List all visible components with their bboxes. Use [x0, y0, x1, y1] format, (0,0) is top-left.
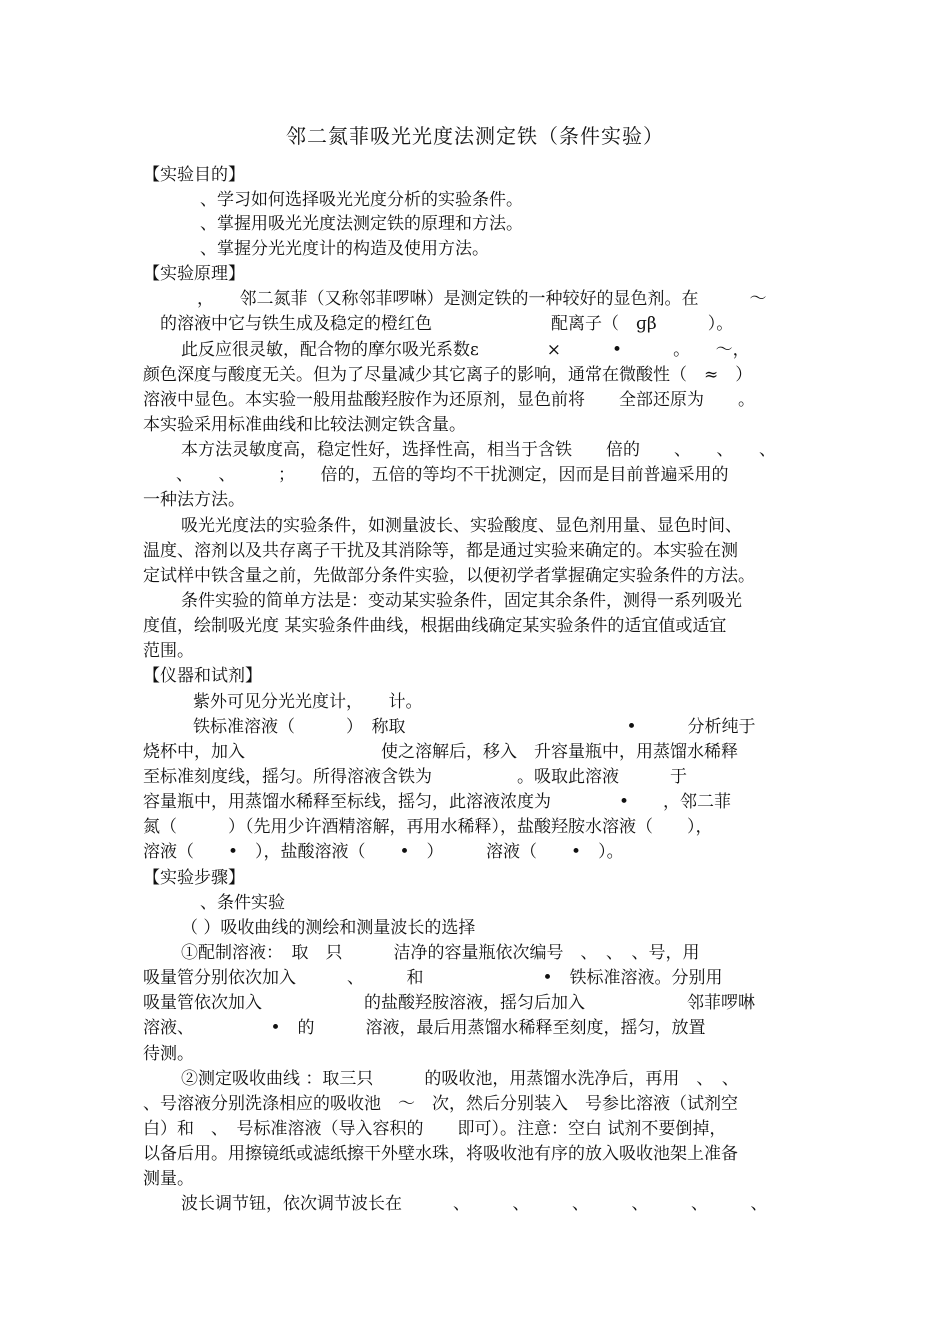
text-line: 测量。: [143, 1169, 194, 1189]
text-line: 溶液（ • ），盐酸溶液（ • ） 溶液（ • ）。: [143, 842, 624, 862]
text-line: 吸光光度法的实验条件，如测量波长、实验酸度、显色剂用量、显色时间、: [181, 516, 742, 536]
text-line: 此反应很灵敏，配合物的摩尔吸光系数ε × • 。 ～，: [181, 340, 750, 360]
text-line: ②测定吸收曲线 ：取三只 的吸收池，用蒸馏水洗净后，再用 、 、: [181, 1069, 739, 1089]
text-line: 颜色深度与酸度无关。但为了尽量减少其它离子的影响，通常在微酸性（ ≈ ）: [143, 365, 753, 385]
text-line: 吸量管分别依次加入 、 和 • 铁标准溶液。分别用: [143, 968, 723, 988]
section-heading-principle: 【实验原理】: [143, 264, 245, 284]
text-line: 一种法方法。: [143, 490, 245, 510]
purpose-item-3: 、掌握分光光度计的构造及使用方法。: [200, 239, 489, 259]
text-line: （ ）吸收曲线的测绘和测量波长的选择: [181, 918, 476, 938]
text-line: 条件实验的简单方法是：变动某实验条件，固定其余条件，测得一系列吸光: [181, 591, 742, 611]
text-line: 度值，绘制吸光度 某实验条件曲线，根据曲线确定某实验条件的适宜值或适宜: [143, 616, 727, 636]
text-line: 范围。: [143, 641, 194, 661]
section-heading-apparatus: 【仪器和试剂】: [143, 666, 262, 686]
text-line: 铁标准溶液（ ） 称取 • 分析纯于: [193, 717, 756, 737]
section-heading-procedure: 【实验步骤】: [143, 868, 245, 888]
text-line: 以备后用。用擦镜纸或滤纸擦干外壁水珠，将吸收池有序的放入吸收池架上准备: [143, 1144, 738, 1164]
text-line: 本方法灵敏度高，稳定性好，选择性高，相当于含铁 倍的 、 、 、: [181, 440, 776, 460]
text-line: 、条件实验: [200, 893, 285, 913]
section-heading-purpose: 【实验目的】: [143, 165, 245, 185]
text-line: ， 邻二氮菲（又称邻菲啰啉）是测定铁的一种较好的显色剂。在 ～: [197, 289, 767, 309]
text-line: 待测。: [143, 1044, 194, 1064]
document-title: 邻二氮菲吸光光度法测定铁（条件实验）: [286, 124, 664, 148]
text-line: 至标准刻度线，摇匀。所得溶液含铁为 。吸取此溶液 于: [143, 767, 687, 787]
text-line: 定试样中铁含量之前，先做部分条件实验，以便初学者掌握确定实验条件的方法。: [143, 566, 755, 586]
text-line: 溶液中显色。本实验一般用盐酸羟胺作为还原剂，显色前将 全部还原为 。: [143, 390, 755, 410]
text-line: 烧杯中，加入 使之溶解后，移入 升容量瓶中，用蒸馏水稀释: [143, 742, 738, 762]
purpose-item-1: 、学习如何选择吸光光度分析的实验条件。: [200, 190, 523, 210]
text-line: 、号溶液分别洗涤相应的吸收池 ～ 次，然后分别装入 号参比溶液（试剂空: [143, 1094, 738, 1114]
text-line: 的溶液中它与铁生成及稳定的橙红色 配离子（ ɡβ ）。: [160, 314, 734, 334]
text-line: 氮（ ）（先用少许酒精溶解，再用水稀释），盐酸羟胺水溶液（ ），: [143, 817, 713, 837]
text-line: 白）和 、 号标准溶液（导入容积的 即可）。注意：空白 试剂不要倒掉，: [143, 1119, 727, 1139]
text-line: 本实验采用标准曲线和比较法测定铁含量。: [143, 415, 466, 435]
text-line: 波长调节钮，依次调节波长在 、 、 、 、 、 、: [181, 1194, 768, 1214]
text-line: 、 、 ； 倍的，五倍的等均不干扰测定，因而是目前普遍采用的: [176, 465, 729, 485]
purpose-item-2: 、掌握用吸光光度法测定铁的原理和方法。: [200, 214, 523, 234]
text-line: ①配制溶液： 取 只 洁净的容量瓶依次编号 、 、 、号，用: [181, 943, 700, 963]
text-line: 温度、溶剂以及共存离子干扰及其消除等，都是通过实验来确定的。本实验在测: [143, 541, 738, 561]
text-line: 紫外可见分光光度计， 计。: [193, 692, 423, 712]
text-line: 容量瓶中，用蒸馏水稀释至标线，摇匀，此溶液浓度为 • ，邻二菲: [143, 792, 732, 812]
text-line: 吸量管依次加入 的盐酸羟胺溶液，摇匀后加入 邻菲啰啉: [143, 993, 755, 1013]
text-line: 溶液、 • 的 溶液，最后用蒸馏水稀释至刻度，摇匀，放置: [143, 1018, 706, 1038]
